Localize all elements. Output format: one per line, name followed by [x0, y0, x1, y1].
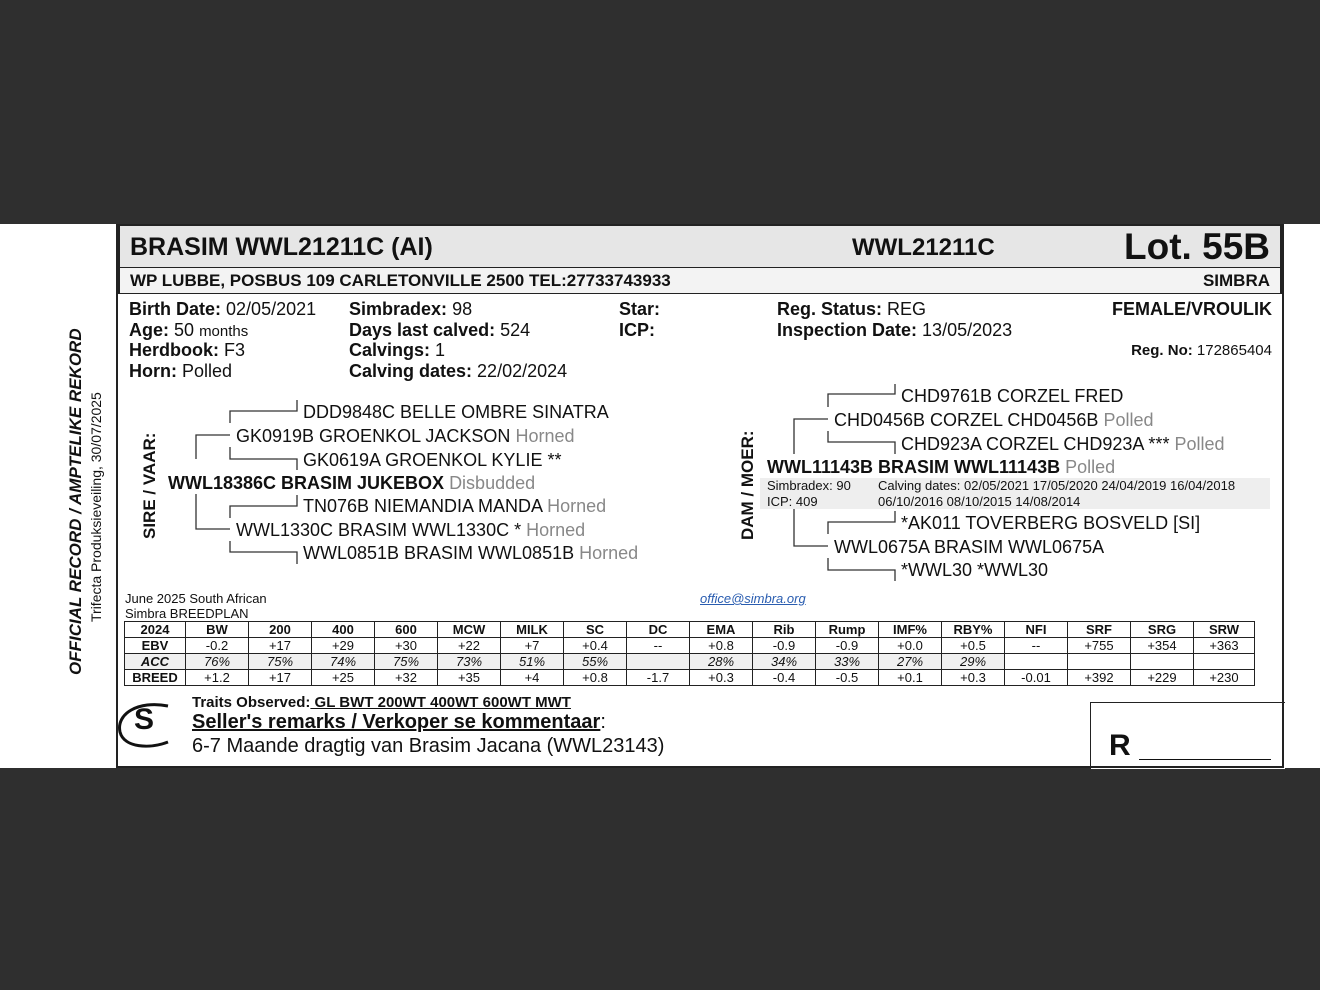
ebv-cell: 51%: [501, 654, 564, 670]
ebv-cell: +7: [501, 638, 564, 654]
remarks-text: 6-7 Maande dragtig van Brasim Jacana (WWL23143): [192, 735, 665, 757]
ebv-cell: --: [1005, 638, 1068, 654]
sire-name: WWL18386C BRASIM JUKEBOX Disbudded: [168, 473, 536, 493]
ebv-cell: RBY%: [942, 622, 1005, 638]
calving-dates: Calving dates: 22/02/2024: [349, 361, 568, 381]
herdbook: Herdbook: F3: [129, 340, 246, 360]
ebv-cell: +0.3: [942, 670, 1005, 686]
birth-date: Birth Date: 02/05/2021: [129, 299, 317, 319]
ebv-cell: +392: [1068, 670, 1131, 686]
ebv-cell: -0.4: [753, 670, 816, 686]
ebv-cell: --: [627, 638, 690, 654]
official-record-label: OFFICIAL RECORD / AMPTELIKE REKORD: [66, 328, 85, 675]
reg-number: Reg. No: 172865404: [1131, 342, 1272, 359]
ebv-cell: +755: [1068, 638, 1131, 654]
ebv-cell: +29: [312, 638, 375, 654]
ebv-cell: 33%: [816, 654, 879, 670]
ebv-cell: 27%: [879, 654, 942, 670]
ebv-cell: +17: [249, 670, 312, 686]
ebv-cell: +22: [438, 638, 501, 654]
ebv-cell: +1.2: [186, 670, 249, 686]
dam-name: WWL11143B BRASIM WWL11143B Polled: [767, 457, 1116, 477]
dam-dam: WWL0675A BRASIM WWL0675A: [834, 537, 1105, 557]
ebv-cell: BW: [186, 622, 249, 638]
remarks-heading: Seller's remarks / Verkoper se kommentaar:: [192, 711, 606, 733]
age: Age: 50 months: [129, 320, 249, 340]
simbradex: Simbradex: 98: [349, 299, 473, 319]
days-last-calved: Days last calved: 524: [349, 320, 531, 340]
sex-label: FEMALE/VROULIK: [1112, 299, 1272, 319]
ebv-cell: SRW: [1194, 622, 1255, 638]
ebv-cell: 74%: [312, 654, 375, 670]
email-link[interactable]: office@simbra.org: [700, 591, 806, 606]
ebv-cell: EBV: [125, 638, 186, 654]
ebv-cell: +32: [375, 670, 438, 686]
dd-dam: *WWL30 *WWL30: [901, 560, 1049, 580]
ebv-cell: 75%: [249, 654, 312, 670]
traits-observed: Traits Observed: GL BWT 200WT 400WT 600WT MWT: [192, 694, 571, 711]
ebv-cell: +0.1: [879, 670, 942, 686]
ebv-cell: +25: [312, 670, 375, 686]
star-label: Star:: [619, 299, 661, 319]
r-box: [1090, 702, 1285, 769]
ebv-cell: -1.7: [627, 670, 690, 686]
dam-side-label: DAM / MOER:: [738, 430, 757, 540]
logo-letter: S: [134, 703, 155, 736]
ebv-cell: ACC: [125, 654, 186, 670]
breedplan-line1: June 2025 South African: [125, 591, 267, 606]
ebv-cell: +0.8: [690, 638, 753, 654]
ebv-cell: MCW: [438, 622, 501, 638]
ebv-cell: 600: [375, 622, 438, 638]
ebv-cell: MILK: [501, 622, 564, 638]
ebv-cell: -0.2: [186, 638, 249, 654]
logo-svg: [0, 224, 1320, 768]
inspection-date: Inspection Date: 13/05/2023: [777, 320, 1013, 340]
horn: Horn: Polled: [129, 361, 233, 381]
ebv-cell: 28%: [690, 654, 753, 670]
sale-name-label: Trifecta Produksieveiling, 30/07/2025: [88, 392, 104, 622]
r-signature-line: [1139, 759, 1271, 760]
ebv-cell: -0.01: [1005, 670, 1068, 686]
calvings: Calvings: 1: [349, 340, 446, 360]
sale-card: [0, 224, 1320, 768]
dam-calving-dates-1: Calving dates: 02/05/2021 17/05/2020 24/04/2019 16/04/2018: [878, 478, 1236, 493]
ebv-cell: Rib: [753, 622, 816, 638]
ebv-cell: DC: [627, 622, 690, 638]
sd-dam: WWL0851B BRASIM WWL0851B Horned: [303, 543, 639, 563]
breedplan-line2: Simbra BREEDPLAN: [125, 606, 249, 621]
dam-sire: CHD0456B CORZEL CHD0456B Polled: [834, 410, 1154, 430]
ebv-cell: 55%: [564, 654, 627, 670]
ebv-cell: +0.4: [564, 638, 627, 654]
ebv-cell: SC: [564, 622, 627, 638]
ebv-cell: BREED: [125, 670, 186, 686]
ebv-cell: -0.9: [816, 638, 879, 654]
ebv-cell: +0.5: [942, 638, 1005, 654]
ebv-cell: 200: [249, 622, 312, 638]
ss-sire: DDD9848C BELLE OMBRE SINATRA: [303, 402, 609, 422]
ebv-cell: -0.9: [753, 638, 816, 654]
ebv-cell: 400: [312, 622, 375, 638]
ebv-cell: IMF%: [879, 622, 942, 638]
r-label: R: [1109, 729, 1131, 762]
ebv-cell: +0.3: [690, 670, 753, 686]
owner-address: WP LUBBE, POSBUS 109 CARLETONVILLE 2500 TEL:27733743933: [130, 271, 671, 290]
ss-dam: GK0619A GROENKOL KYLIE **: [303, 450, 562, 470]
ebv-cell: +363: [1194, 638, 1255, 654]
ebv-cell: SRF: [1068, 622, 1131, 638]
ebv-cell: +0.8: [564, 670, 627, 686]
icp-label: ICP:: [619, 320, 655, 340]
ebv-cell: +35: [438, 670, 501, 686]
ebv-cell: 76%: [186, 654, 249, 670]
sire-dam: WWL1330C BRASIM WWL1330C * Horned: [236, 520, 586, 540]
ebv-cell: 2024: [125, 622, 186, 638]
breed-label: SIMBRA: [1202, 271, 1270, 290]
ebv-cell: +17: [249, 638, 312, 654]
ebv-cell: NFI: [1005, 622, 1068, 638]
ebv-cell: SRG: [1131, 622, 1194, 638]
ds-sire: CHD9761B CORZEL FRED: [901, 386, 1124, 406]
ebv-cell: Rump: [816, 622, 879, 638]
dam-icp: ICP: 409: [767, 494, 818, 509]
ebv-cell: 73%: [438, 654, 501, 670]
animal-name: BRASIM WWL21211C (AI): [130, 233, 433, 261]
ebv-cell: +4: [501, 670, 564, 686]
sire-side-label: SIRE / VAAR:: [140, 432, 159, 539]
sd-sire: TN076B NIEMANDIA MANDA Horned: [303, 496, 607, 516]
animal-id: WWL21211C: [852, 234, 995, 261]
ebv-cell: 75%: [375, 654, 438, 670]
ebv-cell: +354: [1131, 638, 1194, 654]
ebv-cell: 34%: [753, 654, 816, 670]
ebv-cell: EMA: [690, 622, 753, 638]
dam-calving-dates-2: 06/10/2016 08/10/2015 14/08/2014: [878, 494, 1081, 509]
ebv-cell: -0.5: [816, 670, 879, 686]
ds-dam: CHD923A CORZEL CHD923A *** Polled: [901, 434, 1225, 454]
ebv-cell: +229: [1131, 670, 1194, 686]
ebv-cell: 29%: [942, 654, 1005, 670]
lot-number: Lot. 55B: [1124, 226, 1270, 267]
dam-simbradex: Simbradex: 90: [767, 478, 851, 493]
reg-status: Reg. Status: REG: [777, 299, 927, 319]
sire-sire: GK0919B GROENKOL JACKSON Horned: [236, 426, 575, 446]
dd-sire: *AK011 TOVERBERG BOSVELD [SI]: [901, 513, 1201, 533]
ebv-cell: +0.0: [879, 638, 942, 654]
ebv-cell: +30: [375, 638, 438, 654]
ebv-cell: +230: [1194, 670, 1255, 686]
